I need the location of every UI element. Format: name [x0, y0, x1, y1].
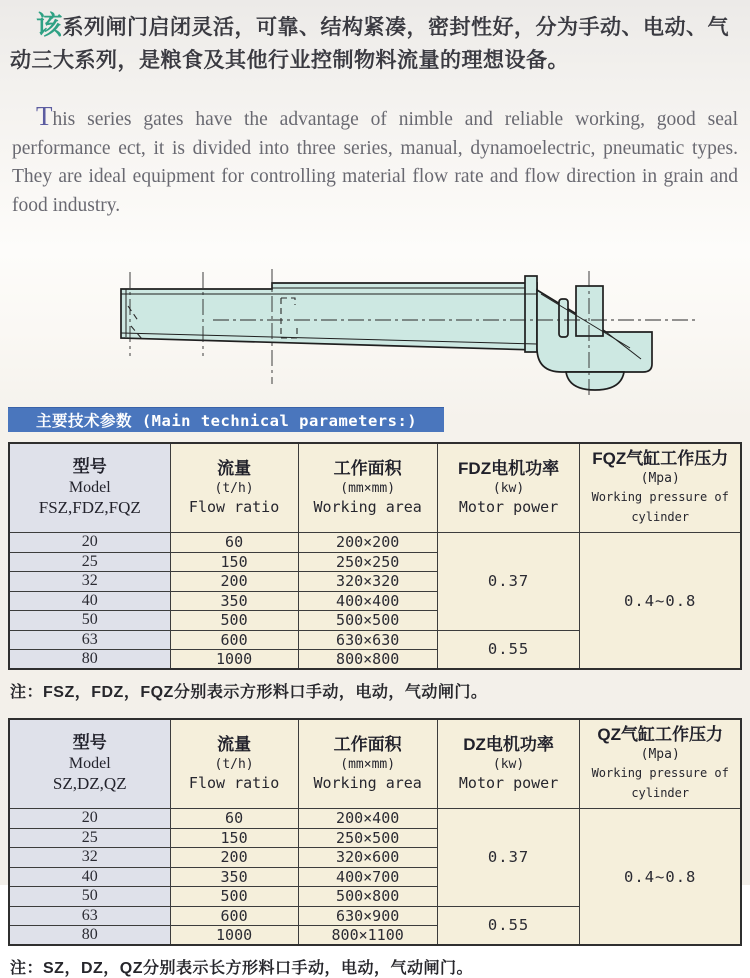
t2-col-header-power [437, 719, 580, 809]
gate-valve-drawing [0, 238, 750, 403]
t1-col-header-model [9, 443, 170, 533]
t1-col-header-pressure [580, 443, 741, 533]
t2-area-zh: 工作面积 [333, 735, 402, 754]
table2-header-row [9, 719, 741, 809]
section-title: 主要技术参数 (Main technical parameters:) [36, 412, 418, 430]
model-cell: 63 [9, 906, 170, 926]
area-cell: 500×800 [298, 887, 437, 907]
flow-cell: 60 [170, 533, 298, 553]
t2-col-header-area [298, 719, 437, 809]
model-cell: 63 [9, 630, 170, 650]
flow-cell: 600 [170, 630, 298, 650]
end-flange [525, 276, 537, 352]
area-cell: 250×250 [298, 552, 437, 572]
t1-col-header-area [298, 443, 437, 533]
table2-note: 注：SZ，DZ，QZ分别表示长方形料口手动，电动，气动闸门。 [10, 960, 473, 977]
table-row [9, 809, 741, 829]
flow-cell: 500 [170, 611, 298, 631]
t1-col-header-power [437, 443, 580, 533]
table1-note: 注：FSZ，FDZ，FQZ分别表示方形料口手动，电动，气动闸门。 [10, 684, 488, 701]
motor-power-merged-cell: 0.37 [437, 533, 580, 631]
model-cell: 40 [9, 867, 170, 887]
flow-cell: 200 [170, 572, 298, 592]
t2-power-en: Motor power [458, 774, 559, 792]
t2-model-codes: SZ,DZ,QZ [52, 774, 127, 793]
drawing-solid-shapes [121, 276, 652, 390]
model-cell: 40 [9, 591, 170, 611]
area-cell: 800×800 [298, 650, 437, 670]
t1-area-unit: (mm×mm) [340, 481, 396, 496]
flow-cell: 150 [170, 828, 298, 848]
intro-en-initial: T [36, 101, 53, 131]
flow-cell: 150 [170, 552, 298, 572]
t2-model-en: Model [68, 755, 111, 772]
area-cell: 320×320 [298, 572, 437, 592]
model-cell: 80 [9, 650, 170, 670]
t1-area-zh: 工作面积 [333, 459, 402, 478]
t2-col-header-flow [170, 719, 298, 809]
t1-pressure-en: Working pressure of cylinder [591, 490, 729, 524]
flow-cell: 600 [170, 906, 298, 926]
t1-model-codes: FSZ,FDZ,FQZ [38, 498, 141, 517]
t2-area-en: Working area [313, 774, 422, 792]
flow-cell: 1000 [170, 650, 298, 670]
t1-power-unit: (kw) [492, 481, 525, 496]
t1-flow-unit: (t/h) [214, 481, 254, 496]
table1-header-row [9, 443, 741, 533]
t2-flow-en: Flow ratio [188, 774, 280, 792]
area-cell: 400×700 [298, 867, 437, 887]
flow-cell: 350 [170, 867, 298, 887]
motor-power-merged-cell: 0.37 [437, 809, 580, 907]
flow-cell: 350 [170, 591, 298, 611]
bottom-boss [566, 372, 624, 390]
model-cell: 32 [9, 848, 170, 868]
t1-flow-zh: 流量 [217, 459, 252, 478]
area-cell: 200×200 [298, 533, 437, 553]
intro-paragraph-en [0, 102, 750, 220]
model-cell: 25 [9, 828, 170, 848]
area-cell: 630×630 [298, 630, 437, 650]
t1-flow-en: Flow ratio [188, 498, 280, 516]
motor-power-merged-cell: 0.55 [437, 906, 580, 945]
area-cell: 400×400 [298, 591, 437, 611]
pressure-merged-cell: 0.4~0.8 [580, 533, 741, 670]
pressure-merged-cell: 0.4~0.8 [580, 809, 741, 946]
t2-pressure-en: Working pressure of cylinder [591, 766, 729, 800]
t1-pressure-unit: (Mpa) [640, 471, 680, 486]
model-cell: 25 [9, 552, 170, 572]
intro-zh-initial: 该 [36, 10, 63, 40]
flow-cell: 1000 [170, 926, 298, 946]
t2-col-header-model [9, 719, 170, 809]
intro-en-text: his series gates have the advantage of nimble and reliable working, good seal performance ect, it is divided into three series, manual, dynamoelectric, pneumatic types. They are ideal equipment for controlling material flow rate and flow direction in grain and food industry. [12, 109, 738, 216]
t1-area-en: Working area [313, 498, 422, 516]
t1-model-en: Model [68, 479, 111, 496]
t1-col-header-flow [170, 443, 298, 533]
t1-power-zh: FDZ电机功率 [458, 459, 560, 478]
model-cell: 80 [9, 926, 170, 946]
t2-col-header-pressure [580, 719, 741, 809]
flow-cell: 60 [170, 809, 298, 829]
motor-power-merged-cell: 0.55 [437, 630, 580, 669]
t1-pressure-zh: FQZ气缸工作压力 [592, 449, 729, 468]
t1-model-zh: 型号 [72, 457, 107, 476]
spec-table-rectangular-gates [8, 718, 742, 946]
model-cell: 20 [9, 533, 170, 553]
table-row [9, 533, 741, 553]
t2-flow-unit: (t/h) [214, 757, 254, 772]
model-cell: 50 [9, 887, 170, 907]
area-cell: 630×900 [298, 906, 437, 926]
t2-model-zh: 型号 [72, 733, 107, 752]
area-cell: 500×500 [298, 611, 437, 631]
model-cell: 50 [9, 611, 170, 631]
section-header-bar [8, 407, 444, 432]
gate-body [121, 283, 537, 350]
model-cell: 32 [9, 572, 170, 592]
technical-drawing [0, 238, 750, 403]
t2-area-unit: (mm×mm) [340, 757, 396, 772]
t2-power-unit: (kw) [492, 757, 525, 772]
flow-cell: 500 [170, 887, 298, 907]
area-cell: 800×1100 [298, 926, 437, 946]
t2-pressure-unit: (Mpa) [640, 747, 680, 762]
flow-cell: 200 [170, 848, 298, 868]
intro-zh-text: 系列闸门启闭灵活，可靠、结构紧凑，密封性好，分为手动、电动、气动三大系列，是粮食及其他行业控制物料流量的理想设备。 [10, 16, 730, 72]
t2-flow-zh: 流量 [217, 735, 252, 754]
area-cell: 250×500 [298, 828, 437, 848]
t1-power-en: Motor power [458, 498, 559, 516]
area-cell: 320×600 [298, 848, 437, 868]
disc-plate [559, 299, 568, 337]
t2-power-zh: DZ电机功率 [463, 735, 554, 754]
area-cell: 200×400 [298, 809, 437, 829]
spec-table-square-gates [8, 442, 742, 670]
intro-paragraph-zh [0, 0, 750, 77]
model-cell: 20 [9, 809, 170, 829]
t2-pressure-zh: QZ气缸工作压力 [597, 725, 724, 744]
actuator-tube [576, 286, 603, 336]
